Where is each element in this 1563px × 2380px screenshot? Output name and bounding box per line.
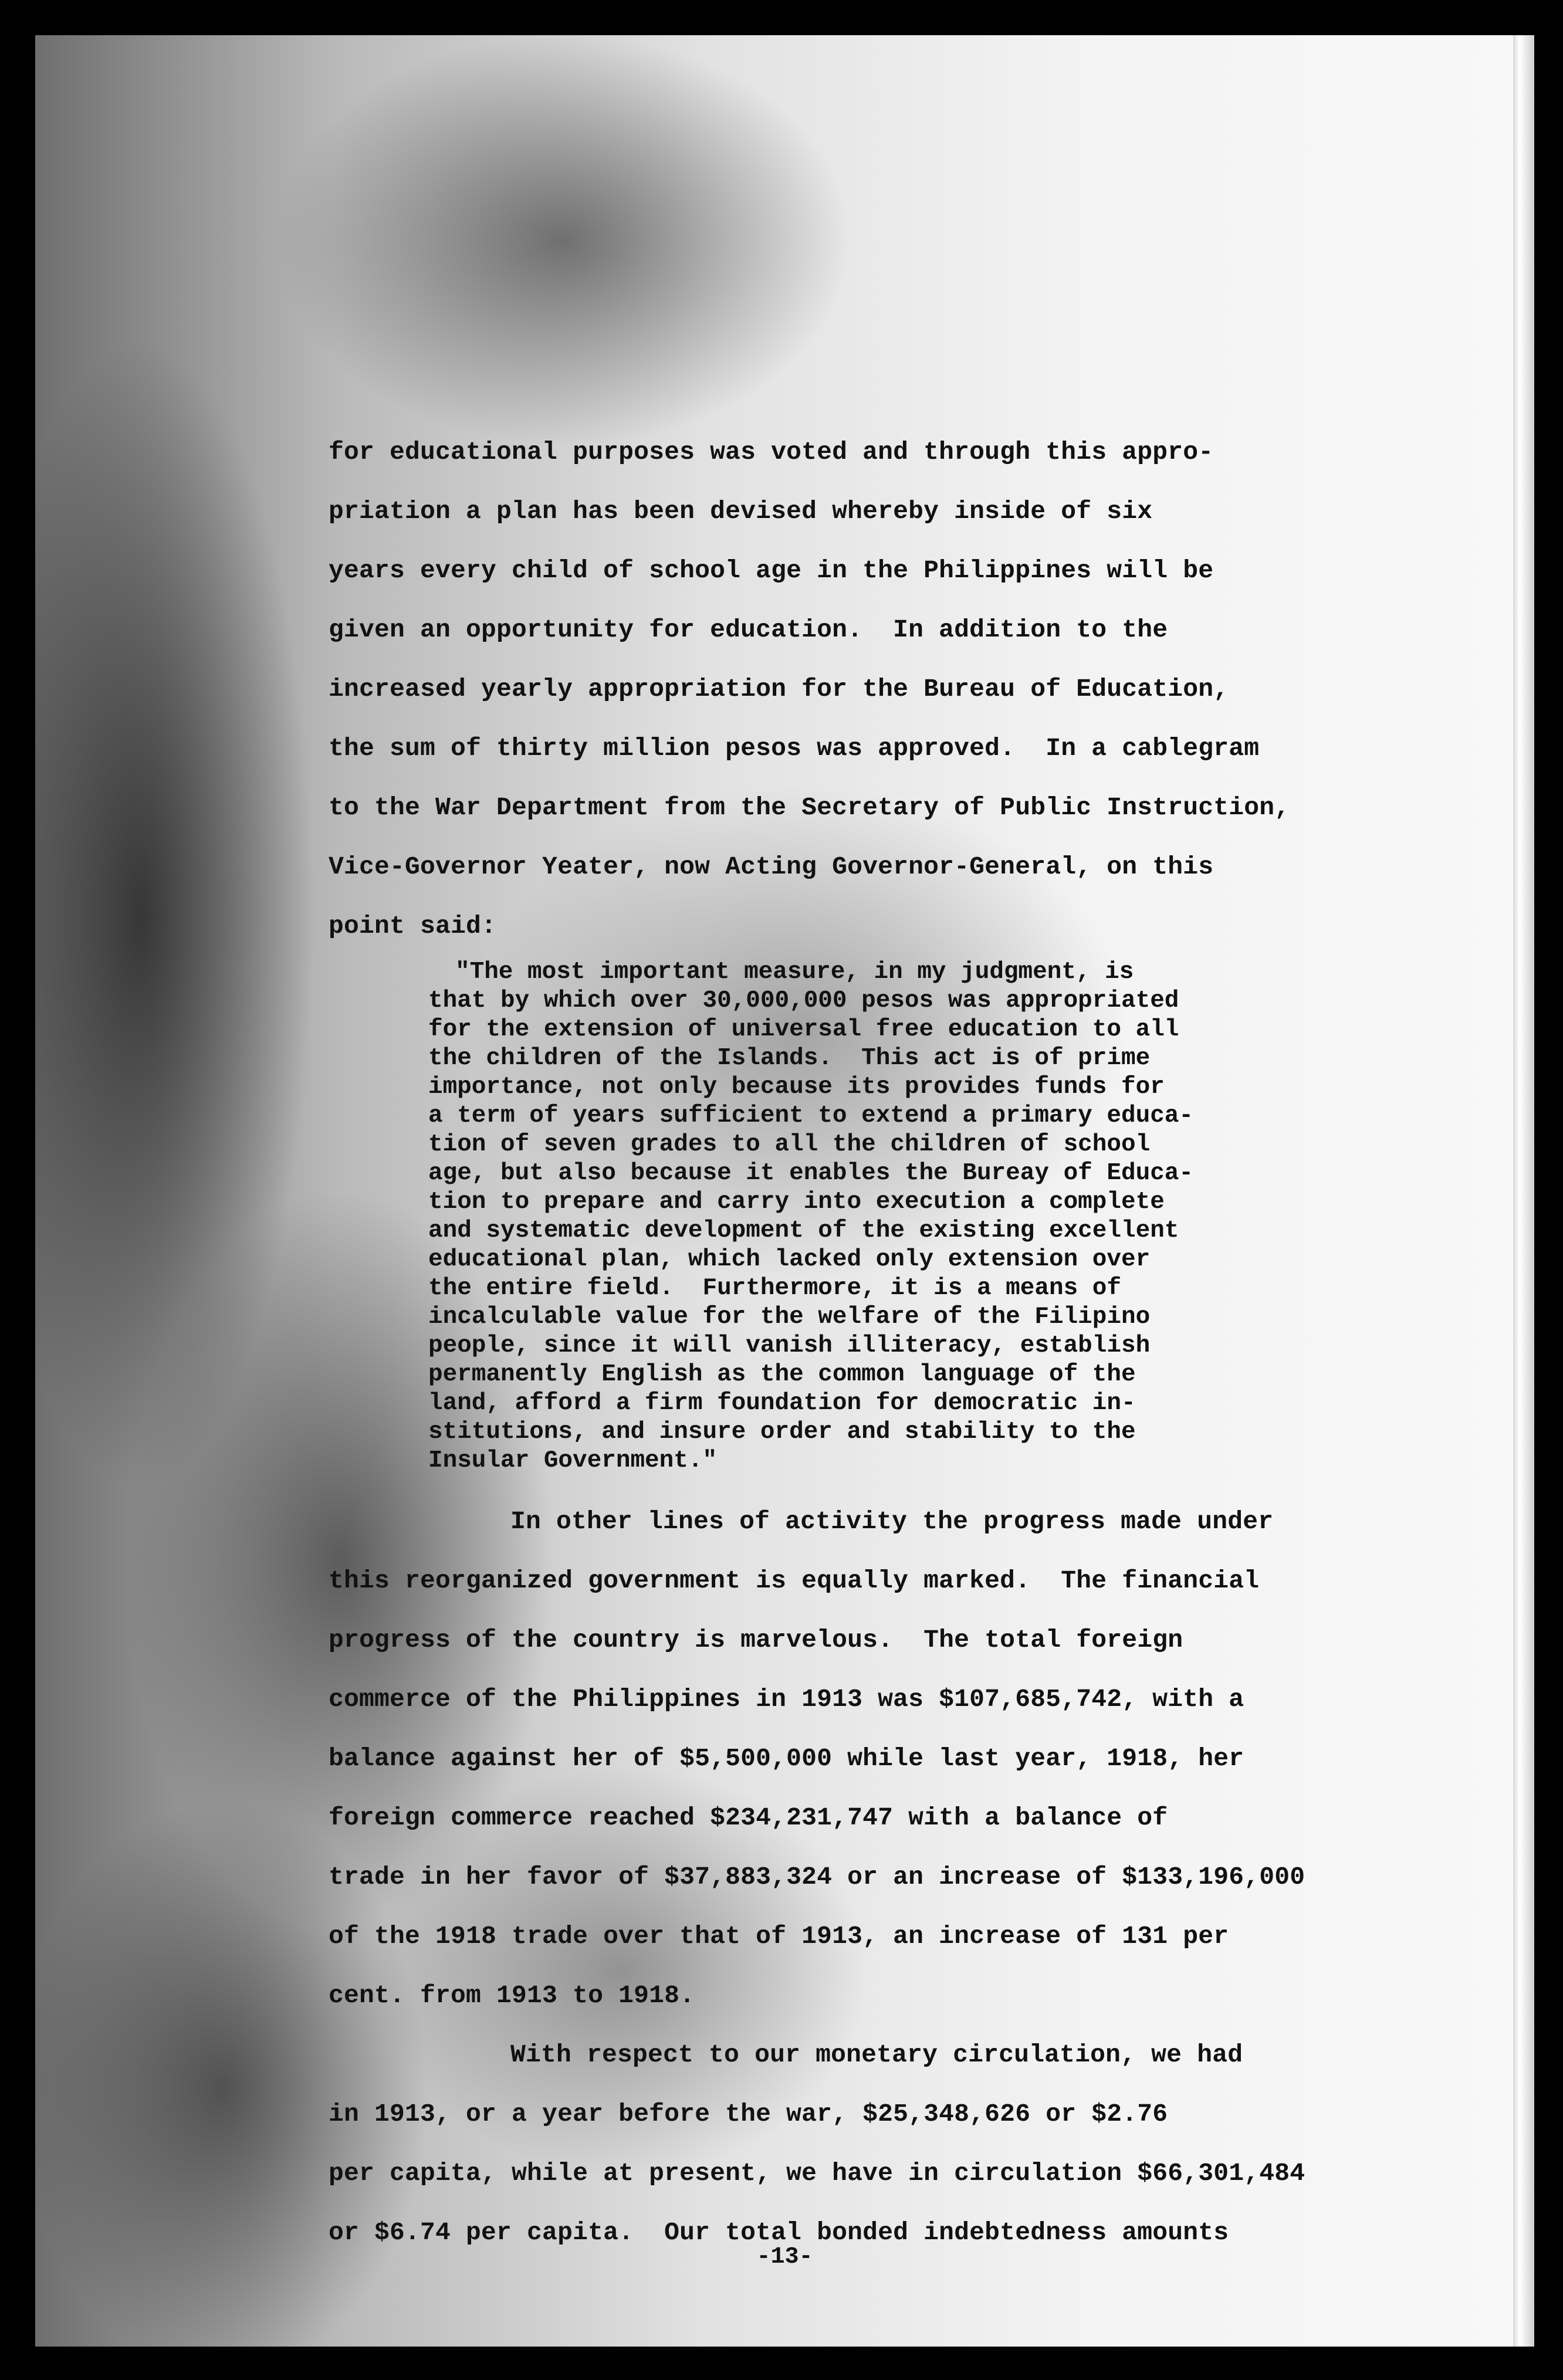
text-line: point said:: [329, 912, 497, 940]
text-line: the sum of thirty million pesos was approved. In a cablegram: [329, 734, 1260, 763]
quote-line: permanently English as the common language of the: [428, 1361, 1136, 1388]
quote-line: stitutions, and insure order and stability to the: [428, 1418, 1136, 1445]
paragraph-1: [329, 422, 1490, 956]
text-line: trade in her favor of $37,883,324 or an increase of $133,196,000: [329, 1863, 1305, 1891]
quote-line: age, but also because it enables the Bureay of Educa-: [428, 1160, 1194, 1187]
text-line: to the War Department from the Secretary of Public Instruction,: [329, 793, 1290, 822]
quote-line: educational plan, which lacked only extension over: [428, 1246, 1151, 1273]
quote-line: a term of years sufficient to extend a primary educa-: [428, 1102, 1194, 1129]
text-line: priation a plan has been devised whereby inside of six: [329, 497, 1153, 526]
document-page: [35, 35, 1534, 2347]
paragraph-3: [329, 2025, 1490, 2262]
quote-line: the children of the Islands. This act is of prime: [428, 1045, 1151, 1072]
quote-line: tion to prepare and carry into execution a complete: [428, 1189, 1165, 1216]
text-line: commerce of the Philippines in 1913 was $107,685,742, with a: [329, 1685, 1244, 1714]
quote-line: "The most important measure, in my judgment, is: [455, 959, 1134, 986]
quote-line: that by which over 30,000,000 pesos was appropriated: [428, 987, 1179, 1014]
text-line: progress of the country is marvelous. The total foreign: [329, 1626, 1183, 1654]
text-line: Vice-Governor Yeater, now Acting Governor-General, on this: [329, 852, 1214, 881]
quote-line: incalculable value for the welfare of the Filipino: [428, 1304, 1151, 1331]
quote-line: the entire field. Furthermore, it is a means of: [428, 1275, 1121, 1302]
text-line: for educational purposes was voted and through this appro-: [329, 438, 1214, 466]
quote-line: people, since it will vanish illiteracy, establish: [428, 1332, 1151, 1359]
quote-line: and systematic development of the existing excellent: [428, 1217, 1179, 1244]
text-line: or $6.74 per capita. Our total bonded indebtedness amounts: [329, 2218, 1229, 2247]
page-text: [329, 422, 1490, 2262]
text-line: given an opportunity for education. In addition to the: [329, 615, 1168, 644]
text-line: in 1913, or a year before the war, $25,348,626 or $2.76: [329, 2100, 1168, 2128]
quote-line: tion of seven grades to all the children of school: [428, 1131, 1151, 1158]
quote-line: land, afford a firm foundation for democratic in-: [428, 1390, 1136, 1417]
quote-line: importance, not only because its provides funds for: [428, 1074, 1165, 1101]
text-line: increased yearly appropriation for the Bureau of Education,: [329, 675, 1229, 703]
text-line: In other lines of activity the progress made under: [510, 1507, 1274, 1536]
text-line: cent. from 1913 to 1918.: [329, 1981, 695, 2010]
paragraph-2: [329, 1492, 1490, 2025]
text-line: years every child of school age in the Philippines will be: [329, 556, 1214, 585]
quote-line: for the extension of universal free education to all: [428, 1016, 1179, 1043]
text-line: balance against her of $5,500,000 while last year, 1918, her: [329, 1744, 1244, 1773]
page-number: -13-: [756, 2244, 813, 2270]
text-line: foreign commerce reached $234,231,747 with a balance of: [329, 1803, 1168, 1832]
block-quotation: [428, 958, 1490, 1475]
text-line: of the 1918 trade over that of 1913, an increase of 131 per: [329, 1922, 1229, 1951]
quote-line: Insular Government.": [428, 1447, 718, 1474]
page-edge: [1513, 35, 1534, 2347]
text-line: per capita, while at present, we have in circulation $66,301,484: [329, 2159, 1305, 2188]
text-line: this reorganized government is equally marked. The financial: [329, 1566, 1260, 1595]
text-line: With respect to our monetary circulation, we had: [510, 2040, 1243, 2069]
